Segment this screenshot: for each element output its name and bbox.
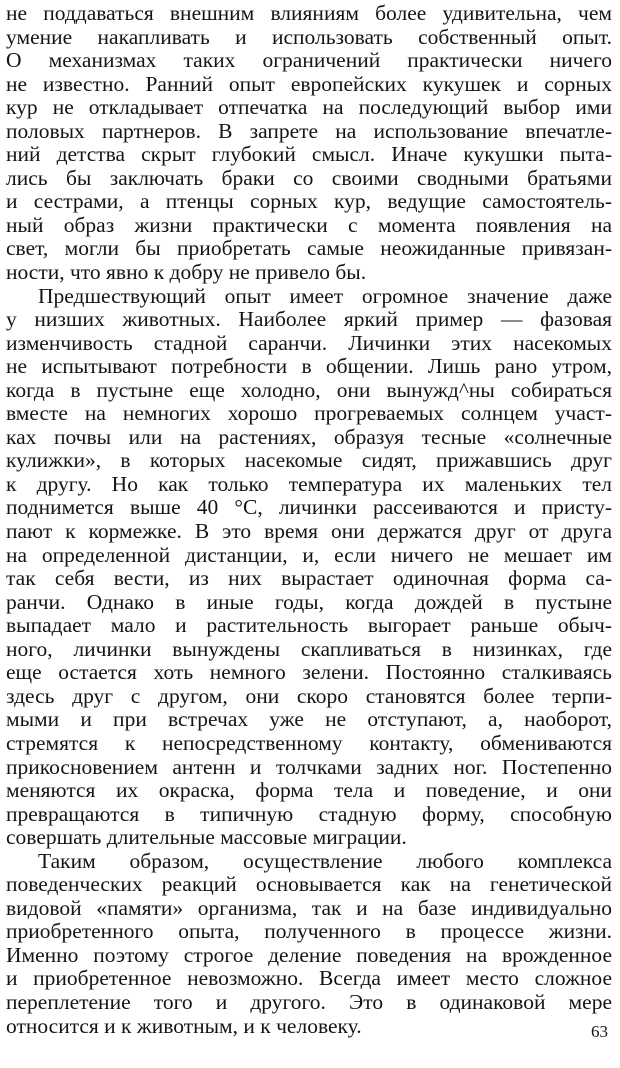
text-line: ности, что явно к добру не привело бы. [6, 261, 367, 285]
text-line: еще остается хоть немного зелени. Постоянно сталкиваясь [6, 661, 612, 685]
text-line: на определенной дистанции, и, если ничего не мешает им [6, 543, 612, 567]
page-number: 63 [591, 1022, 608, 1041]
text-line: О механизмах таких ограничений практически ничего [6, 49, 612, 73]
text-line: здесь друг с другом, они скоро становятся более терпи- [6, 684, 612, 708]
text-line: кур не откладывает отпечатка на последующий выбор ими [6, 96, 612, 120]
text-line: прикосновением антенн и толчками задних ног. Постепенно [6, 755, 612, 779]
text-line: пают к кормежке. В это время они держатся друг от друга [6, 520, 612, 544]
text-line: превращаются в типичную стадную форму, способную [6, 802, 612, 826]
text-line: умение накапливать и использовать собственный опыт. [6, 25, 612, 49]
body-text [6, 2, 612, 1038]
paragraph-first-line: Предшествующий опыт имеет огромное значение даже [38, 284, 612, 308]
text-line: к другу. Но как только температура их маленьких тел [6, 472, 612, 496]
text-line: кулижки», в которых насекомые сидят, прижавшись друг [6, 449, 612, 473]
text-line: так себя вести, из них вырастает одиночная форма са- [6, 567, 612, 591]
text-line: поведенческих реакций основывается как на генетической [6, 873, 612, 897]
text-line: приобретенного опыта, полученного в процессе жизни. [6, 920, 612, 944]
text-line: когда в пустыне еще холодно, они вынужд^ны собираться [6, 378, 612, 402]
text-line: стремятся к непосредственному контакту, обмениваются [6, 731, 612, 755]
text-line: ранчи. Однако в иные годы, когда дождей в пустыне [6, 590, 612, 614]
text-line: ний детства скрыт глубокий смысл. Иначе кукушки пыта- [6, 143, 612, 167]
text-line: не испытывают потребности в общении. Лишь рано утром, [6, 355, 612, 379]
text-line: ного, личинки вынуждены скапливаться в низинках, где [6, 637, 612, 661]
text-line: относится и к животным, и к человеку. [6, 1014, 362, 1038]
text-line: не известно. Ранний опыт европейских кукушек и сорных [6, 72, 612, 96]
text-line: и сестрами, а птенцы сорных кур, ведущие самостоятель- [6, 190, 612, 214]
text-line: и приобретенное невозможно. Всегда имеет место сложное [6, 967, 612, 991]
text-line: выпадает мало и растительность выгорает раньше обыч- [6, 614, 612, 638]
text-line: Именно поэтому строгое деление поведения на врожденное [6, 943, 612, 967]
text-line: у низших животных. Наиболее яркий пример — фазовая [6, 308, 612, 332]
text-line: изменчивость стадной саранчи. Личинки этих насекомых [6, 331, 612, 355]
text-line: меняются их окраска, форма тела и поведение, и они [6, 779, 612, 803]
text-line: видовой «памяти» организма, так и на базе индивидуально [6, 896, 612, 920]
text-line: переплетение того и другого. Это в одинаковой мере [6, 990, 612, 1014]
text-line: ный образ жизни практически с момента появления на [6, 213, 612, 237]
paragraph-first-line: Таким образом, осуществление любого комплекса [38, 849, 612, 873]
text-line: свет, могли бы приобретать самые неожиданные привязан- [6, 237, 612, 261]
text-line: мыми и при встречах уже не отступают, а, наоборот, [6, 708, 612, 732]
text-line: не поддаваться внешним влияниям более удивительна, чем [6, 2, 612, 25]
text-line: поднимется выше 40 °С, личинки рассеиваются и присту- [6, 496, 612, 520]
text-line: лись бы заключать браки со своими сводными братьями [6, 166, 612, 190]
text-line: совершать длительные массовые миграции. [6, 826, 407, 850]
text-line: вместе на немногих хорошо прогреваемых солнцем участ- [6, 402, 612, 426]
text-line: ках почвы или на растениях, образуя тесные «солнечные [6, 425, 612, 449]
text-line: половых партнеров. В запрете на использование впечатле- [6, 119, 612, 143]
